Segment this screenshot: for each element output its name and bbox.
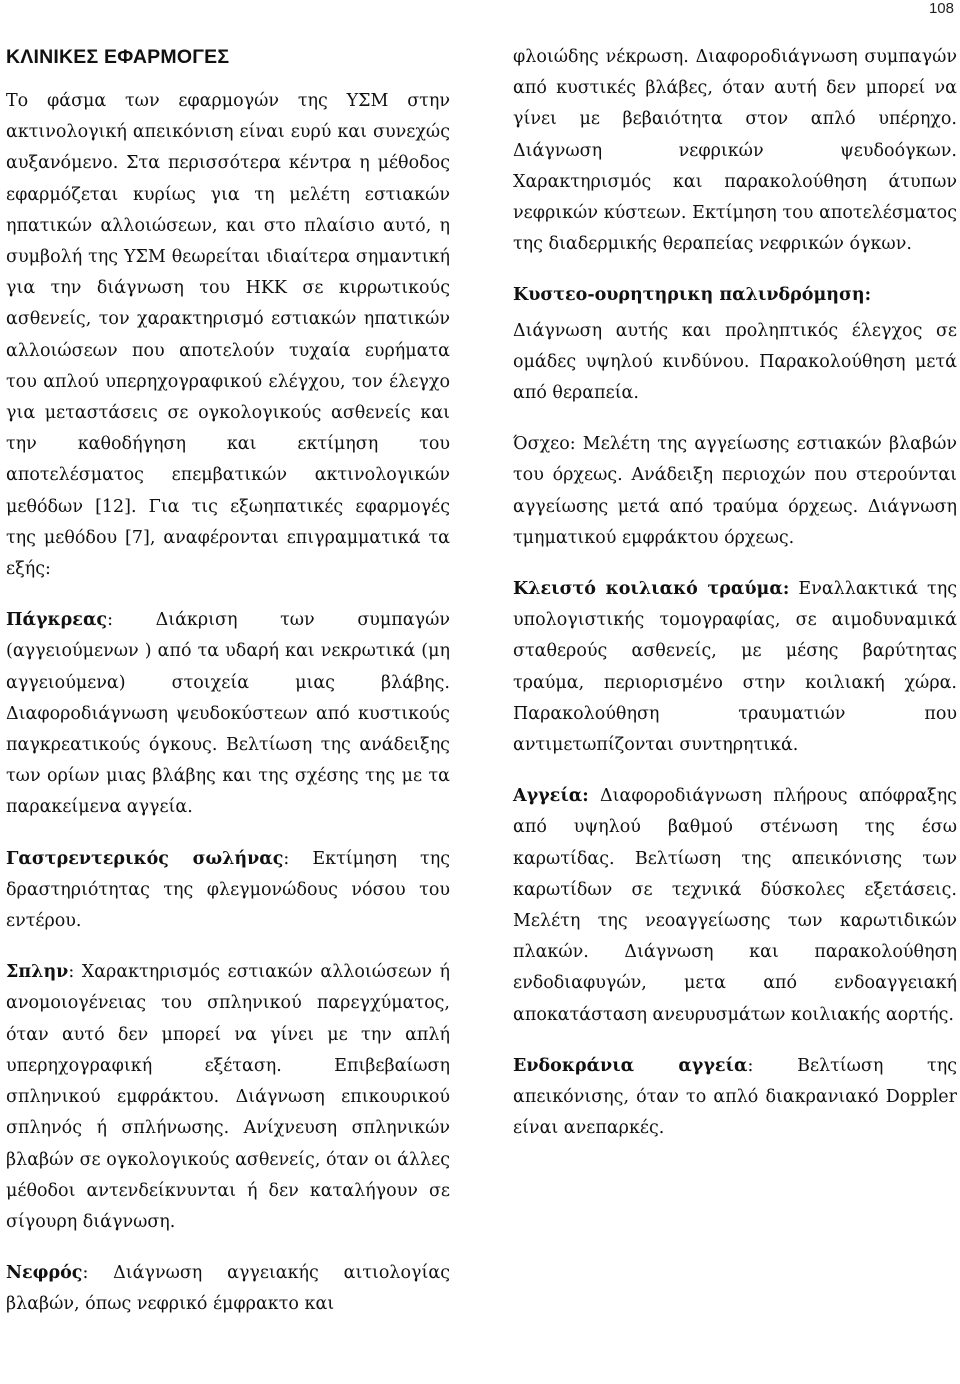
kidney-continued-paragraph: φλοιώδης νέκρωση. Διαφοροδιάγνωση συμπαγών από κυστικές βλάβες, όταν αυτή δεν μπορεί να γίνει με βεβαιότητα στον απλό υπέρηχο. Διάγνωση νεφρικών ψευδοόγκων. Χαρακτηρισμός και παρακολούθηση άτυπων νεφρικών κύστεων. Εκτίμηση του αποτελέσματος της διαδερμικής θεραπείας νεφρικών όγκων. — [513, 47, 957, 255]
intracranial-label: Ενδοκράνια αγγεία — [513, 1055, 748, 1076]
vessels-paragraph — [513, 781, 957, 1031]
intro-paragraph: Το φάσμα των εφαρμογών της ΥΣΜ στην ακτινολογική απεικόνιση είναι ευρύ και συνεχώς αυξανόμενο. Στα περισσότερα κέντρα η μέθοδος εφαρμόζεται κυρίως για τη μελέτη εστιακών ηπατικών αλλοιώσεων, και στο πλαίσιο αυτό, η συμβολή της ΥΣΜ θεωρείται ιδιαίτερα σημαντική για την διάγνωση του ΗΚΚ σε κιρρωτικούς ασθενείς, τον χαρακτηρισμό εστιακών ηπατικών αλλοιώσεων που αποτελούν τυχαία ευρήματα του απλού υπερηχογραφικού ελέγχου, τον έλεγχο για μεταστάσεις σε ογκολογικούς ασθενείς και την καθοδήγηση και εκτίμηση του αποτελέσματος επεμβατικών ακτινολογικών μεθόδων [12]. Για τις εξωηπατικές εφαρμογές της μεθόδου [7], αναφέρονται επιγραμματικά τα εξής: — [6, 91, 450, 580]
left-column — [6, 42, 450, 1341]
vessels-label: Αγγεία: — [513, 786, 589, 807]
intracranial-text: : Βελτίωση της απεικόνισης, όταν το απλό διακρανιακό Doppler είναι ανεπαρκές. — [513, 1055, 957, 1139]
kidney-label: Νεφρός — [6, 1263, 83, 1284]
intracranial-paragraph — [513, 1051, 957, 1145]
trauma-label: Κλειστό κοιλιακό τραύμα: — [513, 579, 790, 600]
section-title: ΚΛΙΝΙΚΕΣ ΕΦΑΡΜΟΓΕΣ — [6, 46, 230, 68]
spleen-text: : Χαρακτηρισμός εστιακών αλλοιώσεων ή ανομοιογένειας του σπληνικού παρεγχύματος, όταν αυτό δεν μπορεί να γίνει με την απλή υπερηχογραφική εξέταση. Επιβεβαίωση σπληνικού εμφράκτου. Διάγνωση επικουρικού σπληνός ή σπλήνωσης. Ανίχνευση σπληνικών βλαβών σε ογκολογικούς ασθενείς, όταν οι άλλες μέθοδοι αντενδείκνυνται ή δεν καταλήγουν σε σίγουρη διάγνωση. — [6, 962, 451, 1232]
page-number: 108 — [928, 0, 954, 17]
vesicoureteral-heading — [513, 280, 957, 311]
pancreas-text: : Διάκριση των συμπαγών (αγγειούμενων ) από τα υδαρή και νεκρωτικά (μη αγγειούμενα) στοιχεία μιας βλάβης. Διαφοροδιάγνωση ψευδοκύστεων από κυστικούς παγκρεατικούς όγκους. Βελτίωση της ανάδειξης των ορίων μιας βλάβης και της σχέσης της με τα παρακείμενα αγγεία. — [6, 610, 450, 818]
kidney-text: : Διάγνωση αγγειακής αιτιολογίας βλαβών, όπως νεφρικό έμφρακτο και — [6, 1263, 450, 1315]
gi-tract-label: Γαστρεντερικός σωλήνας — [6, 848, 284, 869]
trauma-paragraph — [513, 574, 957, 761]
spleen-paragraph — [6, 957, 450, 1238]
testis-text: : Μελέτη της αγγείωσης εστιακών βλαβών του όρχεως. Ανάδειξη περιοχών που στερούνται αγγείωσης μετά από τραύμα όρχεως. Διάγνωση τμηματικού εμφράκτου όρχεως. — [513, 434, 957, 548]
testis-label: Όσχεο — [513, 434, 570, 455]
testis-paragraph — [513, 429, 957, 554]
gi-tract-text: : Εκτίμηση της δραστηριότητας της φλεγμονώδους νόσου του εντέρου. — [6, 848, 450, 932]
spleen-label: Σπλην — [6, 962, 69, 983]
trauma-text: Εναλλακτικά της υπολογιστικής τομογραφίας, σε αιμοδυναμικά σταθερούς ασθενείς, με μέσης βαρύτητας τραύμα, περιορισμένο στην κοιλιακή χώρα. Παρακολούθηση τραυματιών που αντιμετωπίζονται συντηρητικά. — [513, 579, 957, 756]
pancreas-paragraph — [6, 605, 450, 823]
pancreas-label: Πάγκρεας — [6, 610, 108, 631]
vessels-text: Διαφοροδιάγνωση πλήρους απόφραξης από υψηλού βαθμού στένωση της έσω καρωτίδας. Βελτίωση της απεικόνισης των καρωτίδων σε τεχνικά δύσκολες εξετάσεις. Μελέτη της νεοαγγείωσης των καρωτιδικών πλακών. Διάγνωση και παρακολούθηση ενδοδιαφυγών, μετα από ενδοαγγειακή αποκατάσταση ανευρυσμάτων κοιλιακής αορτής. — [513, 786, 957, 1025]
kidney-paragraph — [6, 1258, 450, 1320]
gi-tract-paragraph — [6, 844, 450, 938]
vesicoureteral-label: Κυστεο-ουρητηρικη παλινδρόμηση: — [513, 285, 872, 306]
right-column — [513, 42, 957, 1165]
vesicoureteral-paragraph: Διάγνωση αυτής και προληπτικός έλεγχος σε ομάδες υψηλού κινδύνου. Παρακολούθηση μετά από θεραπεία. — [513, 320, 957, 404]
